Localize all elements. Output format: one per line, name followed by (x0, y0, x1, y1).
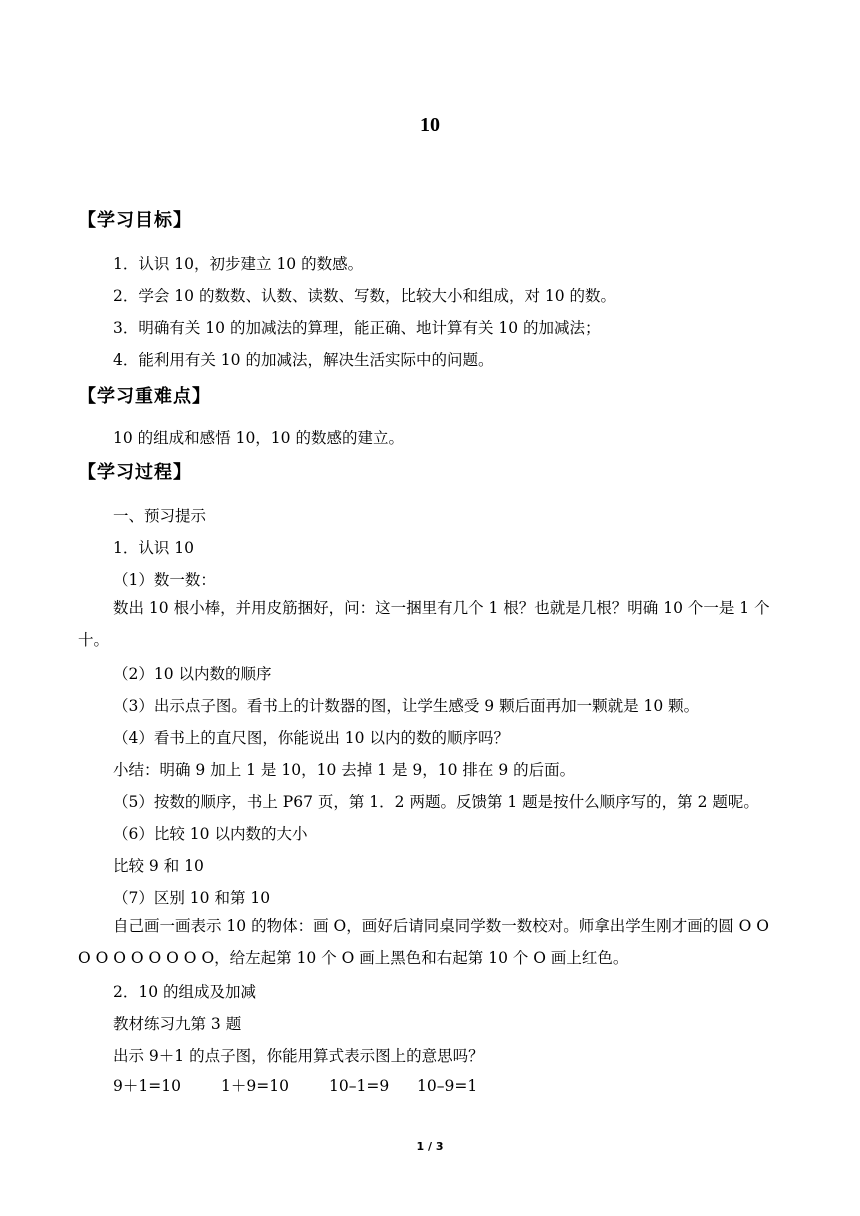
step-count: （1）数一数： (113, 571, 216, 589)
key-points-text: 10 的组成和感悟 10，10 的数感的建立。 (113, 429, 404, 447)
step-distinguish: （7）区别 10 和第 10 (113, 889, 271, 907)
preview-heading: 一、预习提示 (113, 507, 207, 525)
equation: 10–9=1 (417, 1077, 478, 1095)
step-dot-chart: （3）出示点子图。看书上的计数器的图，让学生感受 9 颗后面再加一颗就是 10 颗。 (113, 697, 700, 715)
step-count-text: 数出 10 根小棒，并用皮筋捆好，问：这一捆里有几个 1 根？也就是几根？明确 10 个一是 1 个十。 (78, 599, 770, 649)
goal-item: 3．明确有关 10 的加减法的算理，能正确、地计算有关 10 的加减法； (113, 319, 601, 337)
document-title: 10 (420, 114, 440, 136)
equation: 10–1=9 (329, 1077, 390, 1095)
heading-learning-goals: 【学习目标】 (78, 210, 192, 231)
goal-item: 1．认识 10，初步建立 10 的数感。 (113, 255, 364, 273)
step-compare: （6）比较 10 以内数的大小 (113, 825, 308, 843)
step-order: （2）10 以内数的顺序 (113, 665, 272, 683)
item-composition: 2．10 的组成及加减 (113, 983, 257, 1001)
summary-text: 小结：明确 9 加上 1 是 10，10 去掉 1 是 9，10 排在 9 的后面。 (113, 761, 576, 779)
equation: 1＋9=10 (221, 1077, 289, 1095)
exercise-text: 教材练习九第 3 题 (113, 1015, 242, 1033)
heading-learning-process: 【学习过程】 (78, 462, 192, 483)
equations-row (113, 1075, 477, 1097)
step-distinguish-text: 自己画一画表示 10 的物体：画 O，画好后请同桌同学数一数校对。师拿出学生刚才画的圆 O O O O O O O O O O，给左起第 10 个 O 画上黑色和右起第 10 个 O 画上红色。 (78, 917, 769, 967)
heading-key-points: 【学习重难点】 (78, 386, 211, 407)
question-text: 出示 9＋1 的点子图，你能用算式表示图上的意思吗？ (113, 1047, 484, 1065)
step-ruler: （4）看书上的直尺图，你能说出 10 以内的数的顺序吗？ (113, 729, 509, 747)
compare-text: 比较 9 和 10 (113, 857, 204, 875)
item-know-10: 1．认识 10 (113, 539, 195, 557)
equation: 9＋1=10 (113, 1077, 181, 1095)
goal-item: 2．学会 10 的数数、认数、读数、写数，比较大小和组成，对 10 的数。 (113, 287, 617, 305)
step-textbook: （5）按数的顺序，书上 P67 页，第 1．2 两题。反馈第 1 题是按什么顺序写的，第 2 题呢。 (113, 793, 759, 811)
goal-item: 4．能利用有关 10 的加减法，解决生活实际中的问题。 (113, 351, 494, 369)
page-number: 1 / 3 (416, 1140, 444, 1153)
